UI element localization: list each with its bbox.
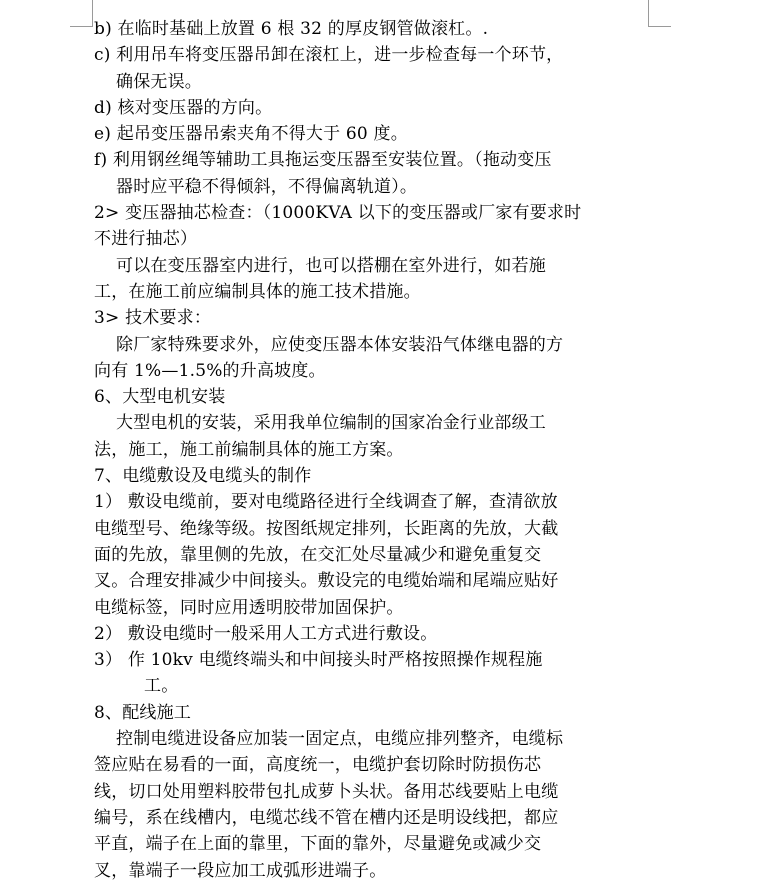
text-line: 工。 xyxy=(144,676,179,697)
text-line: 1） 敷设电缆前，要对电缆路径进行全线调查了解，查清欲放 xyxy=(94,492,558,513)
text-line: 电缆型号、绝缘等级。按图纸规定排列，长距离的先放，大截 xyxy=(94,518,559,539)
text-line: 3） 作 10kv 电缆终端头和中间接头时严格按照操作规程施 xyxy=(94,650,543,671)
text-line: b) 在临时基础上放置 6 根 32 的厚皮钢管做滚杠。. xyxy=(94,19,489,39)
text-line: 法，施工，施工前编制具体的施工方案。 xyxy=(94,439,404,460)
text-line: 7、电缆敷设及电缆头的制作 xyxy=(94,466,312,487)
text-line: f) 利用钢丝绳等辅助工具拖运变压器至安装位置。（拖动变压 xyxy=(94,150,552,171)
text-line: c) 利用吊车将变压器吊卸在滚杠上，进一步检查每一个环节， xyxy=(94,45,564,66)
text-line: 平直，端子在上面的靠里，下面的靠外，尽量避免或减少交 xyxy=(94,834,542,855)
text-line: 6、大型电机安装 xyxy=(94,387,226,408)
text-line: 2） 敷设电缆时一般采用人工方式进行敷设。 xyxy=(94,623,438,644)
text-line: 确保无误。 xyxy=(116,71,202,92)
text-line: 叉。合理安排减少中间接头。敷设完的电缆始端和尾端应贴好 xyxy=(94,571,559,592)
text-line: 控制电缆进设备应加装一固定点，电缆应排列整齐，电缆标 xyxy=(116,729,564,750)
text-line: 大型电机的安装，采用我单位编制的国家冶金行业部级工 xyxy=(116,413,546,434)
text-line: 工，在施工前应编制具体的施工技术措施。 xyxy=(94,281,421,302)
text-line: 8、配线施工 xyxy=(94,702,192,723)
text-line: 向有 1%—1.5%的升高坡度。 xyxy=(94,360,326,381)
text-line: 不进行抽芯） xyxy=(94,229,198,250)
text-line: 3> 技术要求： xyxy=(94,308,212,329)
document-page xyxy=(94,16,654,884)
text-line: 2> 变压器抽芯检查：（1000KVA 以下的变压器或厂家有要求时 xyxy=(94,203,582,224)
text-line: 可以在变压器室内进行，也可以搭棚在室外进行，如若施 xyxy=(116,255,546,276)
crop-mark-left xyxy=(70,0,93,27)
text-line: e) 起吊变压器吊索夹角不得大于 60 度。 xyxy=(94,124,408,145)
text-line: 面的先放，靠里侧的先放，在交汇处尽量减少和避免重复交 xyxy=(94,544,542,565)
text-line: 叉，靠端子一段应加工成弧形进端子。 xyxy=(94,860,387,881)
text-line: 除厂家特殊要求外，应使变压器本体安装沿气体继电器的方 xyxy=(116,334,564,355)
text-line: 编号，系在线槽内，电缆芯线不管在槽内还是明设线把，都应 xyxy=(94,807,559,828)
text-line: 线，切口处用塑料胶带包扎成萝卜头状。备用芯线要贴上电缆 xyxy=(94,781,559,802)
text-line: 电缆标签，同时应用透明胶带加固保护。 xyxy=(94,597,404,618)
text-line: 器时应平稳不得倾斜，不得偏离轨道）。 xyxy=(116,176,418,197)
text-line: 签应贴在易看的一面，高度统一，电缆护套切除时防损伤芯 xyxy=(94,755,542,776)
text-line: d) 核对变压器的方向。 xyxy=(94,97,273,118)
